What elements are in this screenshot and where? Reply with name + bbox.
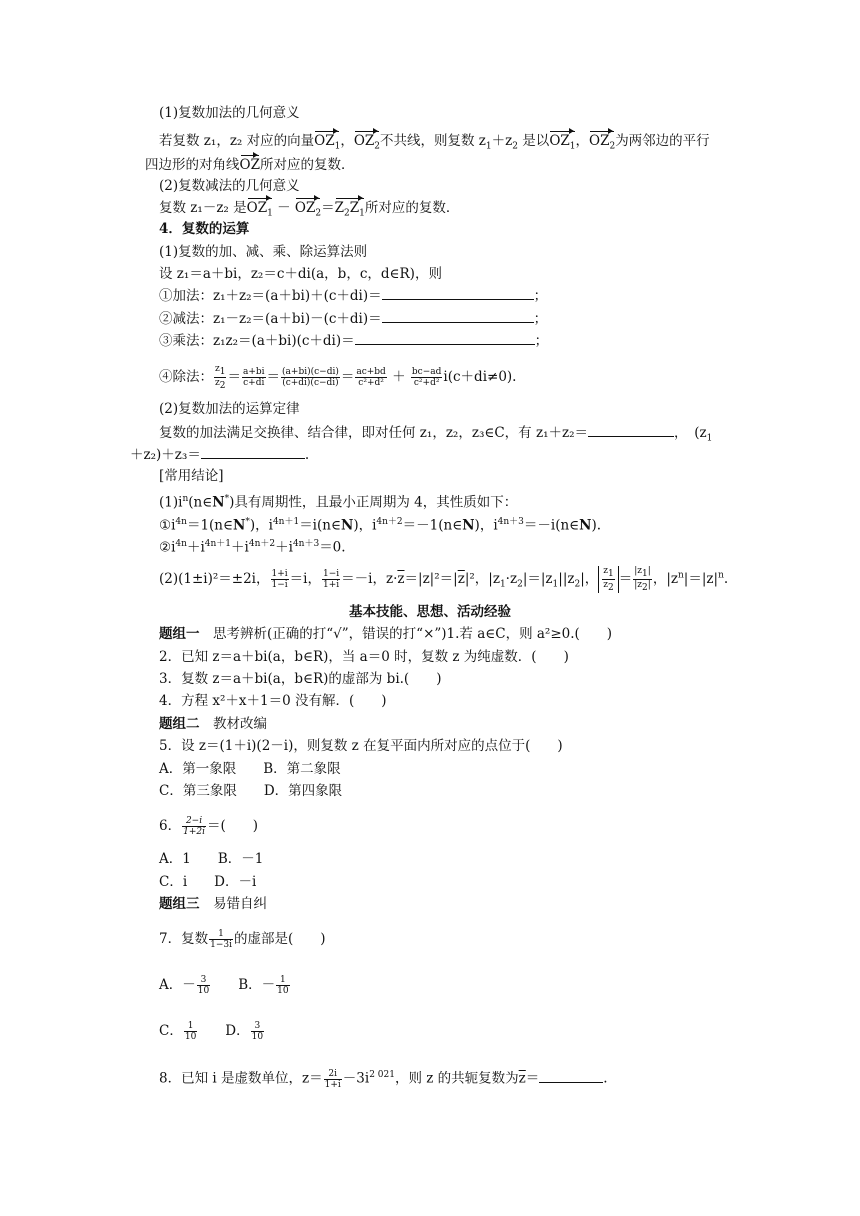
op-addition: ①加法：z₁＋z₂＝(a＋bi)＋(c＋di)＝ ；	[159, 288, 548, 304]
conclusion-1: $(1)i^n(n\in N^*)$具有周期性，且最小正周期为 4，其性质如下：	[159, 494, 518, 511]
add-geometry-line1: 若复数 z₁，z₂ 对应的向量$OZ_1$，$OZ_2$不共线，则复数 $z_1+z_2$ 是以$OZ_1$，$OZ_2$为两邻边的平行	[159, 132, 710, 156]
question-7-options-ab: A．－ $\frac{3}{10}$ B．－ $\frac{1}{10}$	[159, 975, 289, 996]
add-laws-line2: ＋z₂)＋z₃＝ .	[130, 447, 310, 463]
skills-section-heading: 基本技能、思想、活动经验	[349, 604, 511, 620]
group1-question1: 题组一 思考辨析(正确的打“√”，错误的打“×”)1.若 a∈C，则 a²≥0.( )	[159, 626, 613, 642]
question-6-options-cd: C．i D．－i	[159, 874, 257, 890]
question-5: 5．设 z＝(1＋i)(2－i)，则复数 z 在复平面内所对应的点位于( )	[159, 738, 563, 754]
question-5-options-ab: A．第一象限 B．第二象限	[159, 761, 341, 777]
op-multiplication: ③乘法：z₁z₂＝(a＋bi)(c＋di)＝ ；	[159, 333, 549, 349]
heading-add-geometry: (1)复数加法的几何意义	[159, 105, 300, 121]
add-geometry-line2: 四边形的对角线OZ所对应的复数．	[145, 157, 355, 173]
ops-heading: (1)复数的加、减、乘、除运算法则	[159, 244, 368, 260]
conclusion-1-property-b: $②i^{4n}+i^{4n+1}+i^{4n+2}+i^{4n+3}=0$.	[159, 539, 346, 556]
question-8: 8．已知 i 是虚数单位，z＝ $\frac{2i}{1+i}$ $-3i^{2 021}$，则 z 的共轭复数为$\overline{z}=$ .	[159, 1068, 608, 1090]
op-subtraction: ②减法：z₁－z₂＝(a＋bi)－(c＋di)＝ ；	[159, 311, 548, 327]
heading-sub-geometry: (2)复数减法的几何意义	[159, 178, 300, 194]
conclusion-2: (2)(1±i)²＝±2i， $\frac{1+i}{1-i}$ ＝i， $\frac{1-i}{1+i}$ ＝－i，$z\cdot\overline{z}=|z|^2=|\overline{z}|^2$，$|z_1\cdot z_2|=|z_1||z_2|$， $\frac{z_1}{z_2}$ ＝ $\frac{|z_1|}{|z_2|}$ ，$|z^n|=|z|^n$.	[159, 566, 729, 593]
group2-heading: 题组二 教材改编	[159, 716, 267, 732]
ops-setup: 设 z₁＝a＋bi，z₂＝c＋di(a，b，c，d∈R)，则	[159, 266, 442, 282]
question-7-options-cd: C． $\frac{1}{10}$ D． $\frac{3}{10}$	[159, 1021, 264, 1042]
question-7: 7．复数 $\frac{1}{1-3i}$ 的虚部是( )	[159, 929, 326, 950]
sub-geometry-line: 复数 z₁－z₂ 是$OZ_1 - OZ_2=Z_2Z_1$所对应的复数．	[159, 199, 459, 223]
question-6: 6． $\frac{2-i}{1+2i}$ ＝( )	[159, 816, 259, 837]
section-4-heading: 4．复数的运算	[159, 221, 250, 237]
group3-heading: 题组三 易错自纠	[159, 896, 267, 912]
question-5-options-cd: C．第三象限 D．第四象限	[159, 783, 343, 799]
question-2: 2．已知 z＝a＋bi(a，b∈R)，当 a＝0 时，复数 z 为纯虚数．( )	[159, 649, 569, 665]
question-3: 3．复数 z＝a＋bi(a，b∈R)的虚部为 bi.( )	[159, 671, 442, 687]
question-6-options-ab: A．1 B．－1	[159, 851, 264, 867]
common-conclusions-heading: [常用结论]	[159, 468, 224, 484]
question-4: 4．方程 x²＋x＋1＝0 没有解．( )	[159, 693, 387, 709]
conclusion-1-property-a: $①i^{4n}=1(n\in N^*)$，$i^{4n+1}=i(n\in N)$，$i^{4n+2}=-1(n\in N)$，$i^{4n+3}=-i(n\in N)$.	[159, 517, 602, 534]
add-laws-heading: (2)复数加法的运算定律	[159, 401, 300, 417]
op-division: ④除法： $\frac{z_1}{z_2}$ ＝ $\frac{a+bi}{c+di}$ ＝ $\frac{(a+bi)(c-di)}{(c+di)(c-di)}$ ＝ $\frac{ac+bd}{\text{c²+d²}}$ ＋ $\frac{bc-ad}{\text{c²+d²}}$ i(c＋di≠0).	[159, 364, 517, 391]
add-laws-line1: 复数的加法满足交换律、结合律，即对任何 z₁，z₂，z₃∈C，有 z₁＋z₂＝ ， ($z_1$	[159, 425, 713, 444]
